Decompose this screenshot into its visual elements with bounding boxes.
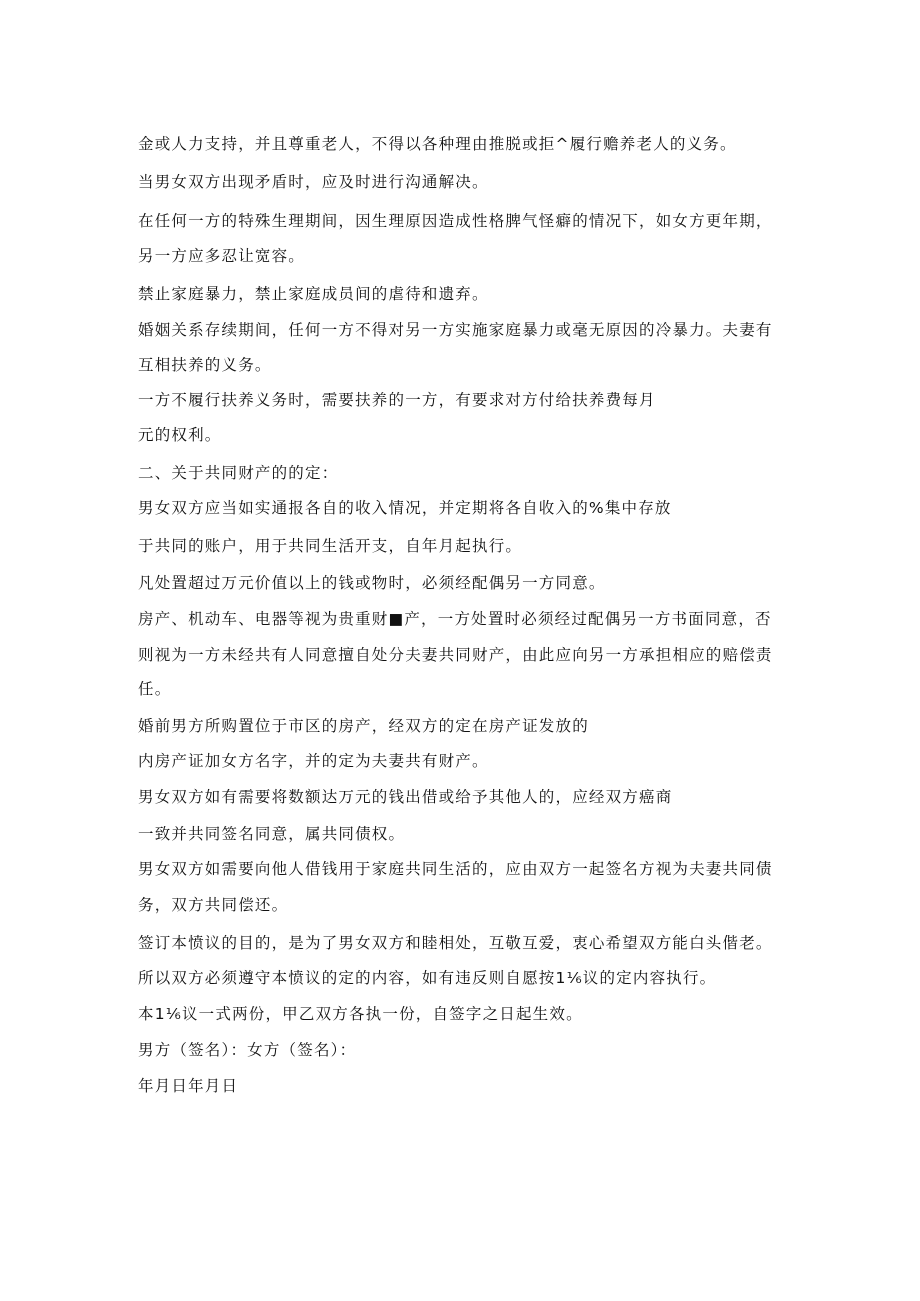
text-line: 房产、机动车、电器等视为贵重财■产，一方处置时必须经过配偶另一方书面同意，否 — [138, 610, 772, 628]
section-heading: 二、关于共同财产的的定： — [138, 464, 339, 482]
text-line: 当男女双方出现矛盾时，应及时进行沟通解决。 — [138, 173, 489, 191]
text-line: 所以双方必须遵守本愤议的定的内容，如有违反则自愿按1⅙议的定内容执行。 — [138, 969, 717, 987]
text-line: 男女双方应当如实通报各自的收入情况，并定期将各自收入的%集中存放 — [138, 499, 672, 517]
text-line: 签订本愤议的目的，是为了男女双方和睦相处，互敬互爱，衷心希望双方能白头偕老。 — [138, 934, 773, 952]
text-line: 男女双方如有需要将数额达万元的钱出借或给予其他人的，应经双方癌商 — [138, 788, 673, 806]
text-line: 一方不履行扶养义务时，需要扶养的一方，有要求对方付给扶养费每月 — [138, 391, 656, 409]
text-line: 禁止家庭暴力，禁止家庭成员间的虐待和遗弃。 — [138, 285, 489, 303]
text-line: 互相扶养的义务。 — [138, 356, 272, 374]
text-line: 内房产证加女方名字，并的定为夫妻共有财产。 — [138, 752, 489, 770]
text-line: 则视为一方未经共有人同意擅自处分夫妻共同财产，由此应向另一方承担相应的赔偿责 — [138, 646, 773, 664]
text-line: 婚姻关系存续期间，任何一方不得对另一方实施家庭暴力或毫无原因的冷暴力。夫妻有 — [138, 321, 773, 339]
text-line: 于共同的账户，用于共同生活开支，自年月起执行。 — [138, 537, 523, 555]
text-line: 另一方应多忍让宽容。 — [138, 247, 306, 265]
text-line: 凡处置超过万元价值以上的钱或物时，必须经配偶另一方同意。 — [138, 574, 606, 592]
signature-line: 男方（签名）：女方（签名）： — [138, 1041, 357, 1059]
text-line: 任。 — [138, 680, 172, 698]
text-line: 男女双方如需要向他人借钱用于家庭共同生活的，应由双方一起签名方视为夫妻共同债 — [138, 860, 773, 878]
text-line: 一致并共同签名同意，属共同债权。 — [138, 825, 406, 843]
text-line: 在任何一方的特殊生理期间，因生理原因造成性格脾气怪癖的情况下，如女方更年期， — [138, 212, 773, 230]
text-line: 金或人力支持，并且尊重老人，不得以各种理由推脱或拒^履行赡养老人的义务。 — [138, 135, 737, 153]
text-line: 婚前男方所购置位于市区的房产，经双方的定在房产证发放的 — [138, 717, 589, 735]
text-line: 本1⅙议一式两份，甲乙双方各执一份，自签字之日起生效。 — [138, 1005, 583, 1023]
text-line: 元的权利。 — [138, 426, 222, 444]
text-line: 务，双方共同偿还。 — [138, 896, 289, 914]
date-line: 年月日年月日 — [138, 1077, 239, 1095]
